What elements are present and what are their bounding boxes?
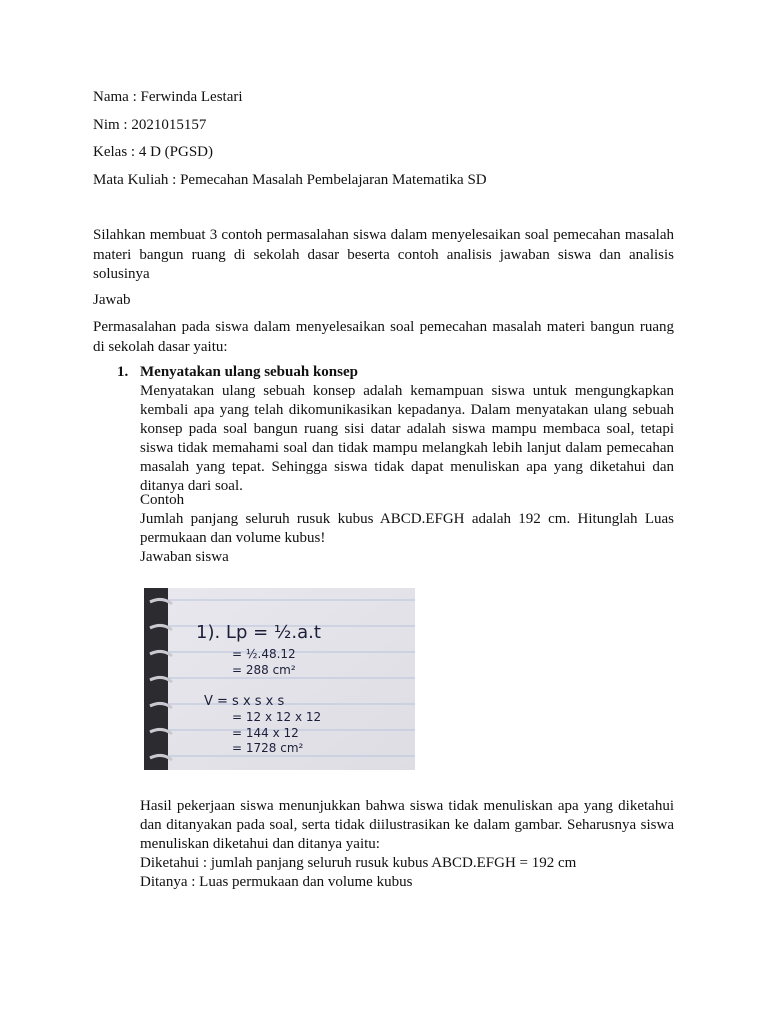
section-number: 1. — [117, 364, 129, 380]
hw-line-7: = 1728 cm² — [232, 741, 304, 755]
example-label: Contoh — [140, 492, 185, 508]
answer-label: Jawab — [93, 292, 131, 308]
hw-line-3: = 288 cm² — [232, 663, 296, 677]
course-name: Mata Kuliah : Pemecahan Masalah Pembelajaran Matematika SD — [93, 172, 487, 188]
student-class: Kelas : 4 D (PGSD) — [93, 144, 213, 160]
asked-statement: Ditanya : Luas permukaan dan volume kubus — [140, 874, 413, 890]
student-answer-photo — [144, 588, 415, 770]
known-statement: Diketahui : jumlah panjang seluruh rusuk kubus ABCD.EFGH = 192 cm — [140, 855, 577, 871]
task-prompt: Silahkan membuat 3 contoh permasalahan siswa dalam menyelesaikan soal pemecahan masalah materi bangun ruang di sekolah dasar beserta contoh analisis jawaban siswa dan analisis solusinya — [93, 227, 674, 282]
section-body: Menyatakan ulang sebuah konsep adalah kemampuan siswa untuk mengungkapkan kembali apa yang telah dikomunikasikan kepadanya. Dalam menyatakan ulang sebuah konsep pada soal bangun ruang sisi datar adalah siswa mampu membaca soal, tetapi siswa tidak memahami soal dan tidak mampu melangkah lebih lanjut dalam pemecahan masalah yang tepat. Sehingga siswa tidak dapat menuliskan apa yang diketahui dan ditanya dari soal. — [140, 383, 674, 494]
hw-line-6: = 144 x 12 — [232, 726, 299, 740]
example-question: Jumlah panjang seluruh rusuk kubus ABCD.EFGH adalah 192 cm. Hitunglah Luas permukaan dan volume kubus! — [140, 511, 674, 546]
student-nim: Nim : 2021015157 — [93, 117, 207, 133]
student-name: Nama : Ferwinda Lestari — [93, 89, 243, 105]
section-heading: Menyatakan ulang sebuah konsep — [140, 364, 358, 380]
hw-line-2: = ½.48.12 — [232, 647, 296, 661]
hw-line-4: V = s x s x s — [204, 694, 285, 709]
intro-paragraph: Permasalahan pada siswa dalam menyelesaikan soal pemecahan masalah materi bangun ruang di sekolah dasar yaitu: — [93, 319, 674, 355]
analysis-paragraph: Hasil pekerjaan siswa menunjukkan bahwa siswa tidak menuliskan apa yang diketahui dan ditanyakan pada soal, serta tidak diilustrasikan ke dalam gambar. Seharusnya siswa menuliskan diketahui dan ditanya yaitu: — [140, 798, 674, 852]
hw-line-1: 1). Lp = ½.a.t — [196, 622, 321, 643]
student-answer-label: Jawaban siswa — [140, 549, 229, 565]
hw-line-5: = 12 x 12 x 12 — [232, 710, 322, 724]
